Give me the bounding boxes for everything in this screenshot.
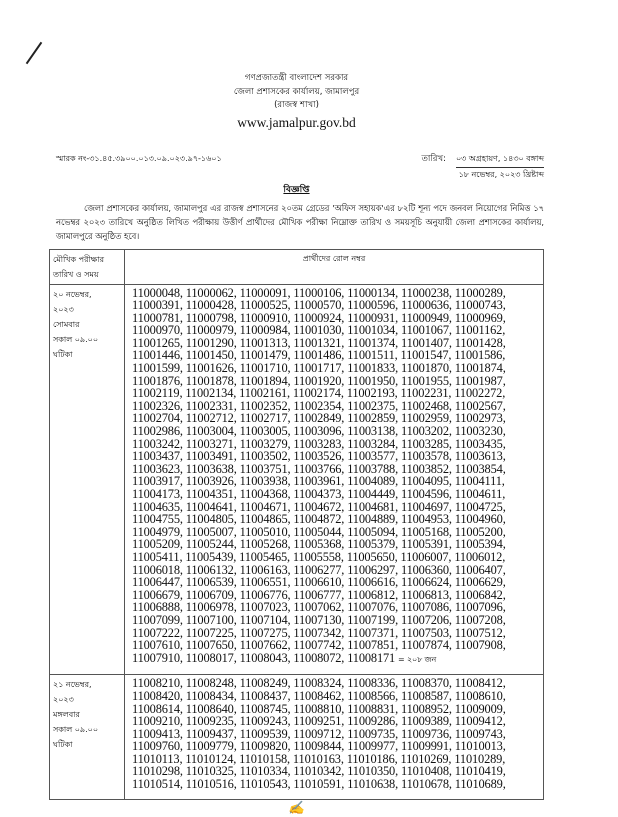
roll-numbers: 11006447, 11006539, 11006551, 11006610, 11006616, 11006624, 11006629, xyxy=(132,575,506,590)
roll-numbers: 11010514, 11010516, 11010543, 11010591, 11010638, 11010678, 11010689, xyxy=(132,777,506,792)
date-english: ১৮ নভেম্বর, ২০২৩ খ্রিষ্টাব্দ xyxy=(458,169,544,179)
notice-paragraph: জেলা প্রশাসকের কার্যালয়, জামালপুর এর রাজস্ব প্রশাসনের ২০তম গ্রেডের 'অফিস সহায়ক'এর ৮২টি শূন্য পদে জনবল নিয়োগের নিমিত্ত ১৭ নভেম্বর ২০২৩ তারিখে অনুষ্ঠিত লিখিত পরীক্ষায় উত্তীর্ণ প্রার্থীদের মৌখিক পরীক্ষা নিম্নোক্ত তারিখ ও সময়সূচি অনুযায়ী জেলা প্রশাসকের কার্যালয়, জামালপুরে অনুষ্ঠিত হবে। xyxy=(56,202,544,241)
roll-numbers: 11001446, 11001450, 11001479, 11001486, 11001511, 11001547, 11001586, xyxy=(132,348,506,363)
schedule-line: ঘটিকা xyxy=(53,349,73,359)
roll-numbers: 11003917, 11003926, 11003938, 11003961, 11004089, 11004095, 11004111, xyxy=(132,474,505,489)
schedule-line: ২০ নভেম্বর, xyxy=(53,289,92,299)
roll-numbers: 11008420, 11008434, 11008437, 11008462, 11008566, 11008587, 11008610, xyxy=(132,688,506,703)
roll-numbers: 11009413, 11009437, 11009539, 11009712, 11009735, 11009736, 11009743, xyxy=(132,726,506,741)
roll-numbers: 11000391, 11000428, 11000525, 11000570, 11000596, 11000636, 11000743, xyxy=(132,298,506,313)
schedule-line: সকাল ০৯.০০ xyxy=(53,725,99,735)
roll-numbers: 11004755, 11004805, 11004865, 11004872, 11004889, 11004953, 11004960, xyxy=(132,512,506,527)
col2-header: প্রার্থীদের রোল নম্বর xyxy=(125,249,544,284)
roll-numbers: 11001876, 11001878, 11001894, 11001920, 11001950, 11001955, 11001987, xyxy=(132,373,506,388)
roll-numbers: 11002326, 11002331, 11002352, 11002354, 11002375, 11002468, 11002567, xyxy=(132,398,506,413)
roll-numbers: 11006018, 11006132, 11006163, 11006277, 11006297, 11006360, 11006407, xyxy=(132,562,506,577)
date-label: তারিখ: xyxy=(421,153,446,164)
roll-numbers-cell xyxy=(125,675,544,799)
table-row xyxy=(50,675,544,799)
date-bangla: ০৩ অগ্রহায়ণ, ১৪৩০ বঙ্গাব্দ xyxy=(456,153,544,168)
govt-name: গণপ্রজাতন্ত্রী বাংলাদেশ সরকার xyxy=(244,73,349,83)
roll-numbers: 11007910, 11008017, 11008043, 11008072, 11008171 xyxy=(132,650,396,665)
memo-number: স্মারক নং-৩১.৪৫.৩৯০০.০১৩.০৯.০২৩.৯৭-১৬০১ xyxy=(56,153,222,163)
schedule-line: ঘটিকা xyxy=(53,740,73,750)
website: www.jamalpur.gov.bd xyxy=(237,114,356,130)
schedule-line: ২১ নভেম্বর, xyxy=(53,680,92,690)
schedule-cell xyxy=(50,675,125,799)
roll-numbers: 11000970, 11000979, 11000984, 11001030, 11001034, 11001067, 11001162, xyxy=(132,323,506,338)
office-name: জেলা প্রশাসকের কার্যালয়, জামালপুর xyxy=(233,86,360,97)
roll-numbers: 11002704, 11002712, 11002717, 11002849, 11002859, 11002959, 11002973, xyxy=(132,411,506,426)
roll-numbers: 11010113, 11010124, 11010158, 11010163, 11010186, 11010269, 11010289, xyxy=(132,751,506,766)
roll-numbers: 11009210, 11009235, 11009243, 11009251, 11009286, 11009389, 11009412, xyxy=(132,714,506,729)
roll-numbers: 11002986, 11003004, 11003005, 11003096, 11003138, 11003202, 11003230, xyxy=(132,424,506,439)
roll-numbers: 11003437, 11003491, 11003502, 11003526, 11003577, 11003578, 11003613, xyxy=(132,449,506,464)
roll-line xyxy=(132,652,543,667)
signature: ✍ xyxy=(288,800,305,816)
roll-numbers: 11007610, 11007650, 11007662, 11007742, 11007851, 11007874, 11007908, xyxy=(132,638,506,653)
roll-numbers: 11005411, 11005439, 11005465, 11005558, 11005650, 11006007, 11006012, xyxy=(132,549,506,564)
roll-numbers: 11009760, 11009779, 11009820, 11009844, 11009977, 11009991, 11010013, xyxy=(132,739,506,754)
roll-numbers: 11004635, 11004641, 11004671, 11004672, 11004681, 11004697, 11004725, xyxy=(132,499,506,514)
roll-numbers: 11000781, 11000798, 11000910, 11000924, 11000931, 11000949, 11000969, xyxy=(132,310,506,325)
roll-numbers: 11005209, 11005244, 11005268, 11005368, 11005379, 11005391, 11005394, xyxy=(132,537,506,552)
roll-numbers: 11007099, 11007100, 11007104, 11007130, 11007199, 11007206, 11007208, xyxy=(132,612,506,627)
dates xyxy=(456,153,544,181)
roll-numbers: 11006679, 11006709, 11006776, 11006777, 11006812, 11006813, 11006842, xyxy=(132,587,506,602)
branch-name: (রাজস্ব শাখা) xyxy=(274,100,319,110)
roll-numbers: 11008210, 11008248, 11008249, 11008324, 11008336, 11008370, 11008412, xyxy=(132,676,506,691)
roll-numbers: 11002119, 11002134, 11002161, 11002174, 11002193, 11002231, 11002272, xyxy=(132,386,506,401)
roll-numbers: 11010298, 11010325, 11010334, 11010342, 11010350, 11010408, 11010419, xyxy=(132,764,506,779)
roll-numbers: 11003242, 11003271, 11003279, 11003283, 11003284, 11003285, 11003435, xyxy=(132,436,506,451)
total-count: = ২০৮ জন xyxy=(398,654,437,664)
roll-numbers: 11001265, 11001290, 11001313, 11001321, 11001374, 11001407, 11001428, xyxy=(132,335,506,350)
roll-numbers: 11004173, 11004351, 11004368, 11004373, 11004449, 11004596, 11004611, xyxy=(132,487,506,501)
schedule-line: মঙ্গলবার xyxy=(53,710,80,720)
date-block xyxy=(422,153,544,181)
schedule-line: ২০২৩ xyxy=(53,695,74,705)
roll-numbers: 11008614, 11008640, 11008745, 11008810, 11008831, 11008952, 11009009, xyxy=(132,701,506,716)
roll-line xyxy=(132,778,543,791)
notice-title-text: বিজ্ঞপ্তি xyxy=(283,184,310,195)
col1-header: মৌখিক পরীক্ষার তারিখ ও সময় xyxy=(50,249,125,284)
schedule-table xyxy=(49,249,544,800)
roll-numbers: 11006888, 11006978, 11007023, 11007062, 11007076, 11007086, 11007096, xyxy=(132,600,506,615)
roll-numbers: 11007222, 11007225, 11007275, 11007342, 11007371, 11007503, 11007512, xyxy=(132,625,506,640)
roll-numbers: 11004979, 11005007, 11005010, 11005044, 11005094, 11005168, 11005200, xyxy=(132,524,506,539)
schedule-line: ২০২৩ xyxy=(53,304,74,314)
roll-numbers-cell xyxy=(125,284,544,675)
notice-title xyxy=(49,183,544,197)
roll-numbers: 11000048, 11000062, 11000091, 11000106, 11000134, 11000238, 11000289, xyxy=(132,285,506,300)
schedule-line: সকাল ০৯.০০ xyxy=(53,334,99,344)
roll-numbers: 11001599, 11001626, 11001710, 11001717, 11001833, 11001870, 11001874, xyxy=(132,361,506,376)
schedule-cell xyxy=(50,284,125,675)
table-header-row xyxy=(50,249,544,284)
reference-row xyxy=(49,153,544,181)
table-row xyxy=(50,284,544,675)
roll-numbers: 11003623, 11003638, 11003751, 11003766, 11003788, 11003852, 11003854, xyxy=(132,461,506,476)
schedule-line: সোমবার xyxy=(53,319,80,329)
